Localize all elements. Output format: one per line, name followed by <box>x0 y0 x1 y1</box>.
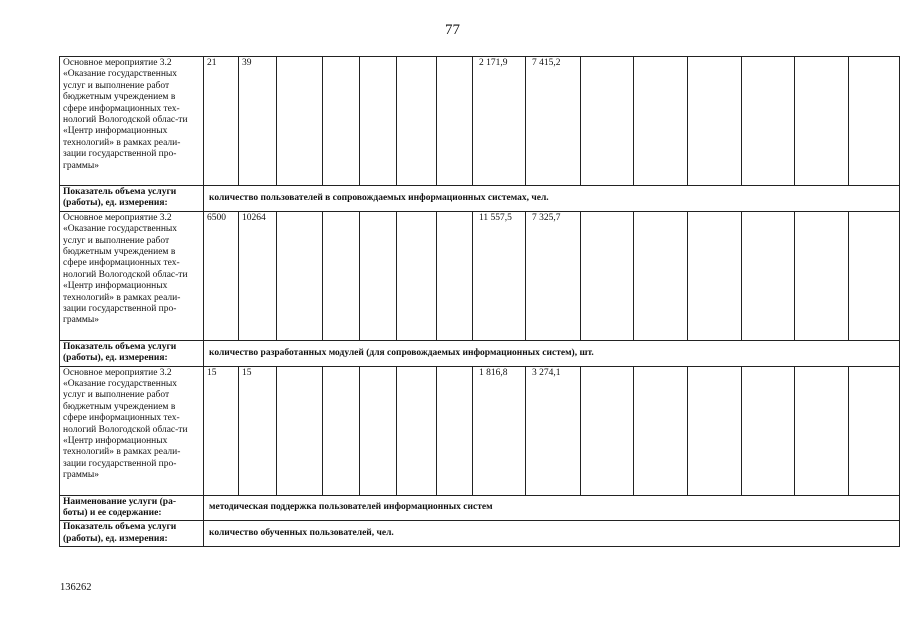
table-cell <box>360 366 397 495</box>
table-cell <box>742 366 795 495</box>
table-cell <box>397 366 437 495</box>
page-number: 77 <box>445 22 460 38</box>
indicator-text: количество пользователей в сопровождаемых информационных системах, чел. <box>204 186 900 212</box>
table-cell <box>437 211 473 340</box>
table-cell <box>849 366 900 495</box>
table-cell: 3 274,1 <box>526 366 581 495</box>
table-cell: 21 <box>204 57 239 186</box>
activity-label: Основное мероприятие 3.2 «Оказание государственных услуг и выполнение работ бюджетным учреждением в сфере информационных тех-нологий Вологодской облас-ти «Центр информационных технологий» в рамках реали-зации государственной про-граммы» <box>60 57 204 186</box>
table-cell <box>795 366 849 495</box>
indicator-text: методическая поддержка пользователей информационных систем <box>204 495 900 521</box>
table-cell <box>795 57 849 186</box>
indicator-label: Показатель объема услуги (работы), ед. измерения: <box>60 186 204 212</box>
activity-row <box>60 366 900 495</box>
activity-row <box>60 211 900 340</box>
table-cell: 15 <box>239 366 277 495</box>
table-cell <box>688 57 742 186</box>
table-cell <box>581 57 634 186</box>
indicator-row <box>60 495 900 521</box>
table-cell: 2 171,9 <box>473 57 526 186</box>
table-cell: 11 557,5 <box>473 211 526 340</box>
table-cell: 1 816,8 <box>473 366 526 495</box>
table-cell <box>581 366 634 495</box>
document-code: 136262 <box>60 582 92 593</box>
table-cell <box>742 57 795 186</box>
table-cell: 15 <box>204 366 239 495</box>
table-cell <box>849 211 900 340</box>
table-cell <box>323 211 360 340</box>
table-cell: 10264 <box>239 211 277 340</box>
table-cell <box>277 211 323 340</box>
table-cell <box>581 211 634 340</box>
indicator-row <box>60 186 900 212</box>
table-cell: 39 <box>239 57 277 186</box>
table-cell <box>397 57 437 186</box>
table-body <box>60 57 900 547</box>
indicator-row <box>60 521 900 547</box>
activity-row <box>60 57 900 186</box>
indicator-text: количество обученных пользователей, чел. <box>204 521 900 547</box>
table-cell <box>437 57 473 186</box>
indicator-label: Показатель объема услуги (работы), ед. измерения: <box>60 340 204 366</box>
table-cell <box>360 57 397 186</box>
table-cell <box>634 211 688 340</box>
table-cell <box>634 366 688 495</box>
indicator-row <box>60 340 900 366</box>
table-cell <box>688 211 742 340</box>
table-cell <box>277 57 323 186</box>
table-cell <box>397 211 437 340</box>
table-cell <box>277 366 323 495</box>
table-cell <box>323 366 360 495</box>
table-cell <box>795 211 849 340</box>
table-cell <box>849 57 900 186</box>
activity-label: Основное мероприятие 3.2 «Оказание государственных услуг и выполнение работ бюджетным учреждением в сфере информационных тех-нологий Вологодской облас-ти «Центр информационных технологий» в рамках реали-зации государственной про-граммы» <box>60 211 204 340</box>
table-cell <box>742 211 795 340</box>
table-cell <box>360 211 397 340</box>
table-cell: 7 325,7 <box>526 211 581 340</box>
budget-table <box>59 56 900 547</box>
activity-label: Основное мероприятие 3.2 «Оказание государственных услуг и выполнение работ бюджетным учреждением в сфере информационных тех-нологий Вологодской облас-ти «Центр информационных технологий» в рамках реали-зации государственной про-граммы» <box>60 366 204 495</box>
table-cell <box>688 366 742 495</box>
indicator-label: Показатель объема услуги (работы), ед. измерения: <box>60 521 204 547</box>
table-cell: 6500 <box>204 211 239 340</box>
table-cell <box>437 366 473 495</box>
table-cell <box>323 57 360 186</box>
table-cell <box>634 57 688 186</box>
indicator-label: Наименование услуги (ра-боты) и ее содержание: <box>60 495 204 521</box>
indicator-text: количество разработанных модулей (для сопровождаемых информационных систем), шт. <box>204 340 900 366</box>
table-cell: 7 415,2 <box>526 57 581 186</box>
